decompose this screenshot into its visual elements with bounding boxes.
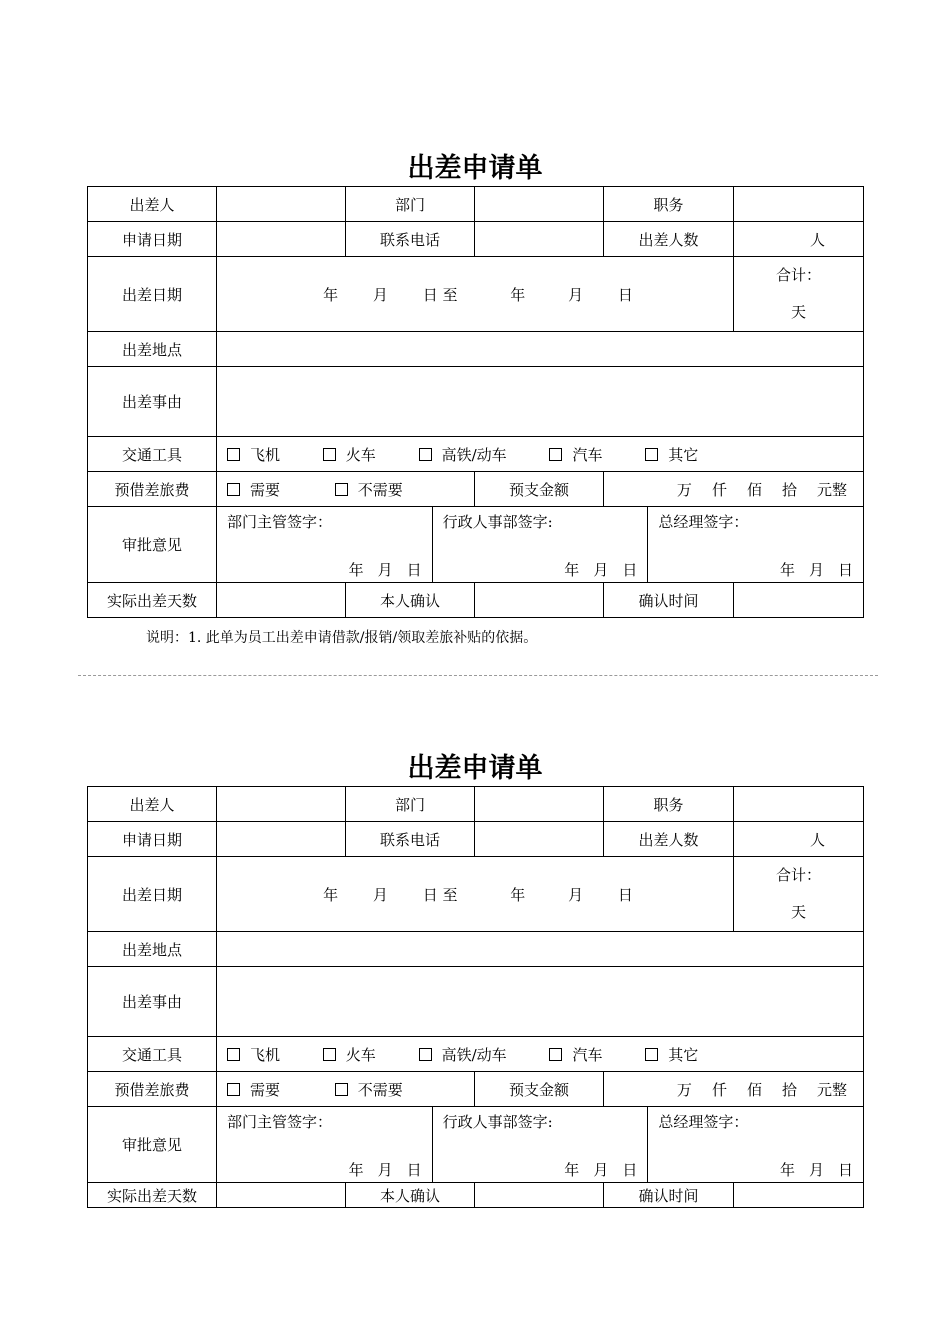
transport-options (217, 1037, 864, 1072)
transport-option-plane[interactable]: 飞机 (227, 1044, 280, 1065)
headcount-unit: 人 (809, 830, 825, 849)
transport-option-highspeed[interactable]: 高铁/动车 (419, 1044, 507, 1065)
trip-date-field[interactable] (217, 257, 734, 332)
approval-label: 审批意见 (88, 507, 217, 583)
date-day-2: 日 (617, 885, 633, 904)
department-field[interactable] (475, 787, 604, 822)
trip-date-label: 出差日期 (88, 857, 217, 932)
advance-options (217, 472, 475, 507)
traveler-label: 出差人 (88, 187, 217, 222)
trip-date-field[interactable] (217, 857, 734, 932)
department-label: 部门 (346, 787, 475, 822)
date-month-1: 月 (372, 285, 388, 304)
position-label: 职务 (604, 787, 734, 822)
advance-amount-label: 预支金额 (475, 1072, 604, 1107)
advance-amount-label: 预支金额 (475, 472, 604, 507)
hr-signature[interactable]: 行政人事部签字: 年 月 日 (433, 507, 649, 582)
date-day-2: 日 (617, 285, 633, 304)
form-table (87, 786, 864, 1208)
checkbox-icon (227, 1083, 240, 1096)
transport-options (217, 437, 864, 472)
position-field[interactable] (734, 787, 864, 822)
position-field[interactable] (734, 187, 864, 222)
actual-days-label: 实际出差天数 (88, 1183, 217, 1208)
transport-label: 交通工具 (88, 437, 217, 472)
location-field[interactable] (217, 932, 864, 967)
department-label: 部门 (346, 187, 475, 222)
total-days-field[interactable] (734, 857, 864, 932)
total-label: 合计： (775, 266, 821, 284)
advance-option-noneed[interactable]: 不需要 (335, 1079, 403, 1100)
advance-option-noneed[interactable]: 不需要 (335, 479, 403, 500)
date-year-1: 年 (323, 885, 339, 904)
phone-label: 联系电话 (346, 822, 475, 857)
position-label: 职务 (604, 187, 734, 222)
checkbox-icon (645, 1048, 658, 1061)
traveler-label: 出差人 (88, 787, 217, 822)
hr-signature[interactable]: 行政人事部签字: 年 月 日 (433, 1107, 649, 1182)
actual-days-label: 实际出差天数 (88, 583, 217, 618)
location-label: 出差地点 (88, 932, 217, 967)
advance-option-need[interactable]: 需要 (227, 1079, 280, 1100)
form-table (87, 186, 864, 618)
transport-option-train[interactable]: 火车 (323, 444, 376, 465)
transport-option-train[interactable]: 火车 (323, 1044, 376, 1065)
advance-options (217, 1072, 475, 1107)
confirm-time-label: 确认时间 (604, 583, 734, 618)
headcount-label: 出差人数 (604, 822, 734, 857)
form-title: 出差申请单 (407, 153, 543, 184)
date-month-1: 月 (372, 885, 388, 904)
actual-days-field[interactable] (217, 1183, 346, 1208)
total-days-field[interactable] (734, 257, 864, 332)
self-confirm-field[interactable] (475, 1183, 604, 1208)
checkbox-icon (335, 483, 348, 496)
transport-option-car[interactable]: 汽车 (549, 444, 602, 465)
gm-signature[interactable]: 总经理签字： 年 月 日 (658, 513, 854, 579)
checkbox-icon (549, 448, 562, 461)
reason-field[interactable] (217, 367, 864, 437)
department-field[interactable] (475, 187, 604, 222)
transport-option-car[interactable]: 汽车 (549, 1044, 602, 1065)
date-year-1: 年 (323, 285, 339, 304)
total-unit: 天 (790, 303, 806, 321)
checkbox-icon (227, 1048, 240, 1061)
advance-label: 预借差旅费 (88, 1072, 217, 1107)
transport-option-other[interactable]: 其它 (645, 444, 698, 465)
self-confirm-field[interactable] (475, 583, 604, 618)
cut-line-divider (78, 675, 878, 676)
self-confirm-label: 本人确认 (346, 583, 475, 618)
date-month-2: 月 (568, 885, 584, 904)
apply-date-field[interactable] (217, 822, 346, 857)
transport-option-highspeed[interactable]: 高铁/动车 (419, 444, 507, 465)
confirm-time-field[interactable] (734, 583, 864, 618)
phone-label: 联系电话 (346, 222, 475, 257)
transport-option-plane[interactable]: 飞机 (227, 444, 280, 465)
reason-field[interactable] (217, 967, 864, 1037)
date-year-2: 年 (510, 285, 526, 304)
approval-area (217, 1107, 864, 1183)
location-label: 出差地点 (88, 332, 217, 367)
form-note: 说明：1. 此单为员工出差申请借款/报销/领取差旅补贴的依据。 (146, 630, 538, 646)
checkbox-icon (419, 1048, 432, 1061)
self-confirm-label: 本人确认 (346, 1183, 475, 1208)
date-day-1: 日 至 (422, 285, 458, 304)
dept-manager-signature[interactable]: 部门主管签字： 年 月 日 (217, 1107, 433, 1182)
checkbox-icon (645, 448, 658, 461)
advance-option-need[interactable]: 需要 (227, 479, 280, 500)
form-title: 出差申请单 (407, 753, 543, 784)
approval-label: 审批意见 (88, 1107, 217, 1183)
gm-signature[interactable]: 总经理签字： 年 月 日 (658, 1113, 854, 1179)
reason-label: 出差事由 (88, 967, 217, 1037)
checkbox-icon (323, 1048, 336, 1061)
headcount-label: 出差人数 (604, 222, 734, 257)
trip-date-label: 出差日期 (88, 257, 217, 332)
transport-label: 交通工具 (88, 1037, 217, 1072)
checkbox-icon (227, 483, 240, 496)
date-year-2: 年 (510, 885, 526, 904)
apply-date-field[interactable] (217, 222, 346, 257)
confirm-time-field[interactable] (734, 1183, 864, 1208)
date-day-1: 日 至 (422, 885, 458, 904)
total-unit: 天 (790, 903, 806, 921)
actual-days-field[interactable] (217, 583, 346, 618)
traveler-field[interactable] (217, 787, 346, 822)
total-label: 合计： (775, 866, 821, 884)
advance-label: 预借差旅费 (88, 472, 217, 507)
confirm-time-label: 确认时间 (604, 1183, 734, 1208)
checkbox-icon (335, 1083, 348, 1096)
checkbox-icon (227, 448, 240, 461)
headcount-unit: 人 (809, 230, 825, 249)
transport-option-other[interactable]: 其它 (645, 1044, 698, 1065)
checkbox-icon (323, 448, 336, 461)
checkbox-icon (419, 448, 432, 461)
traveler-field[interactable] (217, 187, 346, 222)
checkbox-icon (549, 1048, 562, 1061)
approval-area (217, 507, 864, 583)
advance-amount-field[interactable]: 万 仟 佰 拾 元整 (604, 1072, 864, 1107)
dept-manager-signature[interactable]: 部门主管签字： 年 月 日 (217, 507, 433, 582)
apply-date-label: 申请日期 (88, 822, 217, 857)
headcount-field[interactable] (734, 822, 864, 857)
reason-label: 出差事由 (88, 367, 217, 437)
apply-date-label: 申请日期 (88, 222, 217, 257)
advance-amount-field[interactable]: 万 仟 佰 拾 元整 (604, 472, 864, 507)
location-field[interactable] (217, 332, 864, 367)
phone-field[interactable] (475, 822, 604, 857)
headcount-field[interactable] (734, 222, 864, 257)
phone-field[interactable] (475, 222, 604, 257)
date-month-2: 月 (568, 285, 584, 304)
